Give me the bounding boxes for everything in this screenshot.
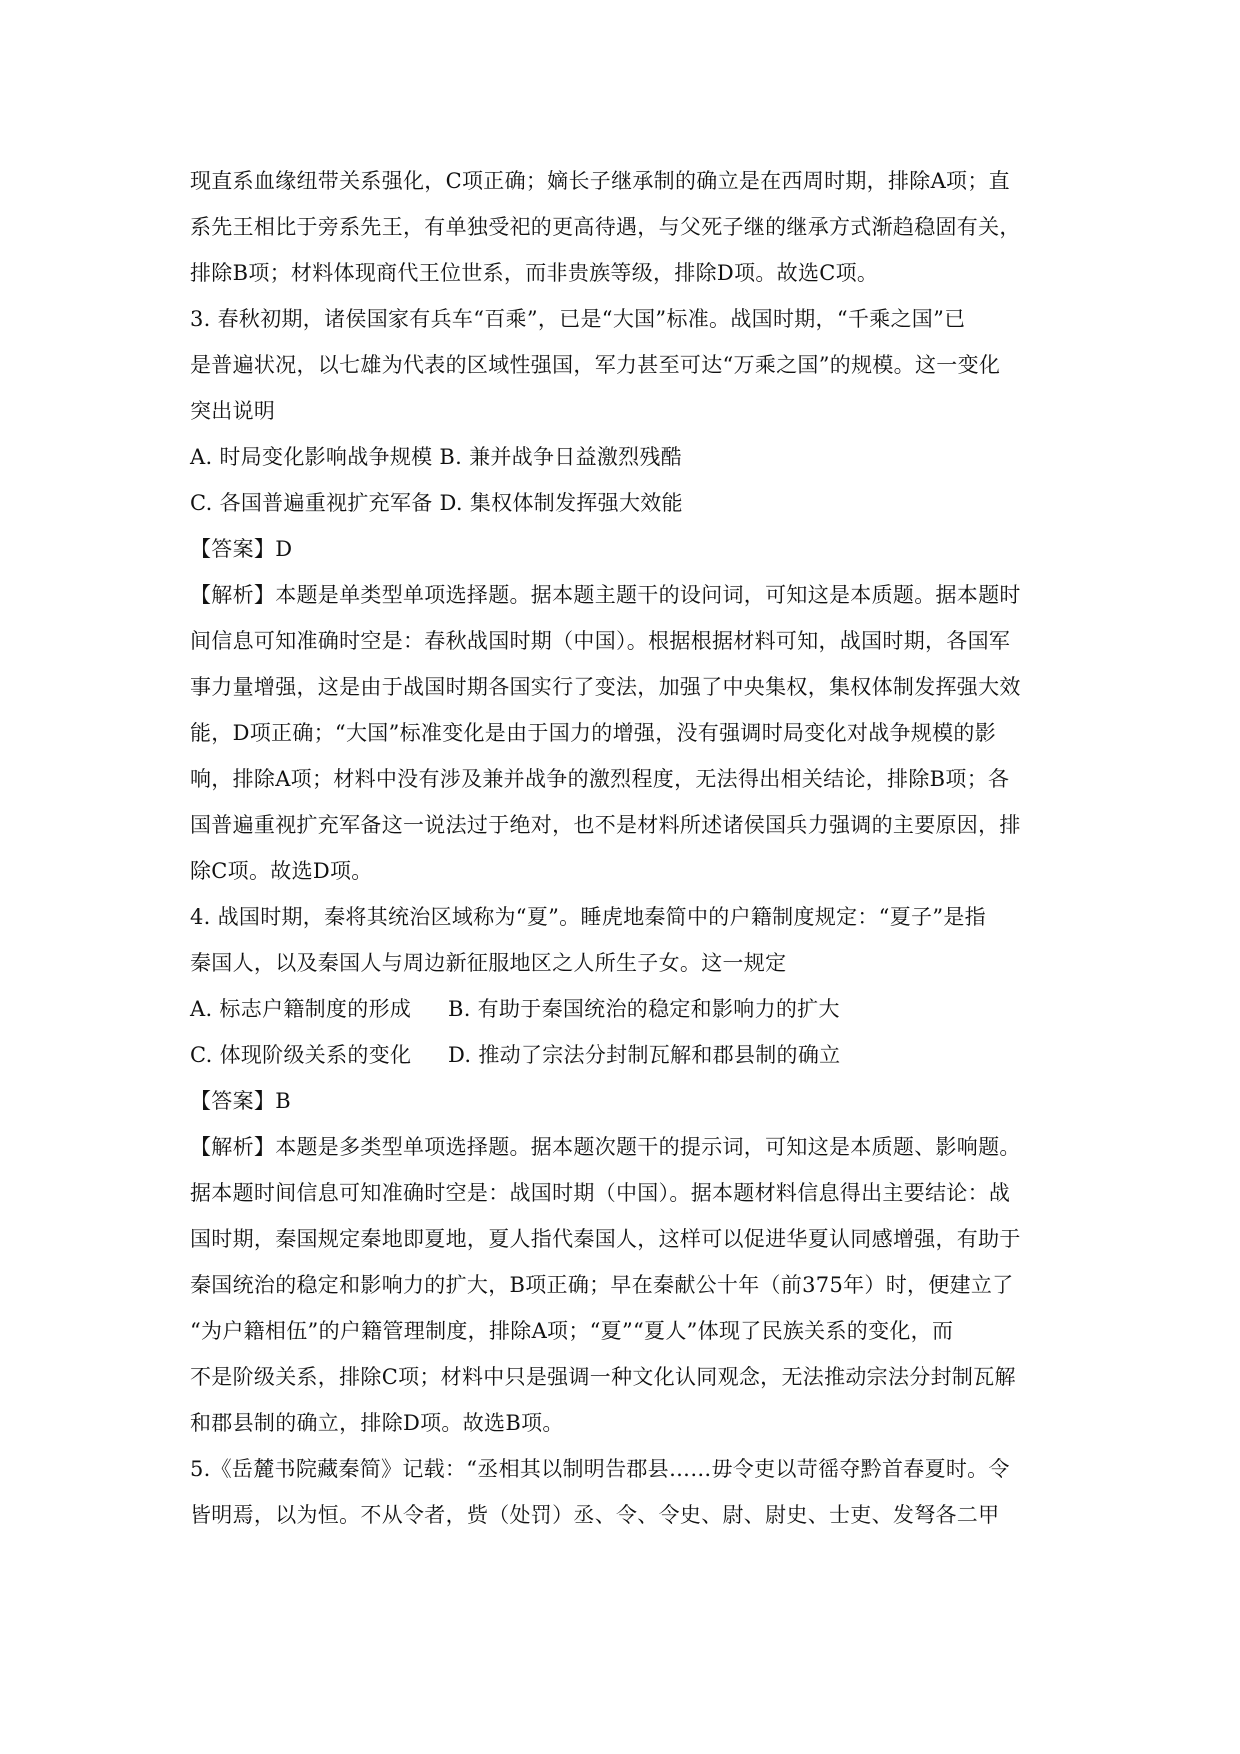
option-b: B. 有助于秦国统治的稳定和影响力的扩大: [448, 997, 840, 1021]
question-4-options-row: [190, 1032, 1050, 1078]
option-a: A. 标志户籍制度的形成: [190, 997, 412, 1021]
text-line: 排除B项；材料体现商代王位世系，而非贵族等级，排除D项。故选C项。: [190, 261, 879, 285]
text-line: 现直系血缘纽带关系强化，C项正确；嫡长子继承制的确立是在西周时期，排除A项；直: [190, 169, 1010, 193]
question-3-options: A. 时局变化影响战争规模 B. 兼并战争日益激烈残酷: [190, 445, 683, 469]
analysis-text: 国时期，秦国规定秦地即夏地，夏人指代秦国人，这样可以促进华夏认同感增强，有助于: [190, 1227, 1021, 1251]
analysis-text: 响，排除A项；材料中没有涉及兼并战争的激烈程度，无法得出相关结论，排除B项；各: [190, 767, 1010, 791]
question-4-stem: 秦国人，以及秦国人与周边新征服地区之人所生子女。这一规定: [190, 951, 787, 975]
question-3-stem: 突出说明: [190, 399, 276, 423]
analysis-text: 【解析】本题是单类型单项选择题。据本题主题干的设问词，可知这是本质题。据本题时: [190, 583, 1021, 607]
question-5-stem: 皆明焉，以为恒。不从令者，赀（处罚）丞、令、令史、尉、尉史、士吏、发弩各二甲: [190, 1503, 1000, 1527]
text-line: 系先王相比于旁系先王，有单独受祀的更高待遇，与父死子继的继承方式渐趋稳固有关，: [190, 215, 1021, 239]
question-3-stem: 3. 春秋初期，诸侯国家有兵车“百乘”，已是“大国”标准。战国时期，“千乘之国”已: [190, 307, 966, 331]
analysis-text: “为户籍相伍”的户籍管理制度，排除A项；“夏”“夏人”体现了民族关系的变化，而: [190, 1319, 954, 1343]
analysis-text: 间信息可知准确时空是：春秋战国时期（中国）。根据根据材料可知，战国时期，各国军: [190, 629, 1011, 653]
question-5-stem: 5.《岳麓书院藏秦简》记载：“丞相其以制明告郡县……毋令吏以苛徭夺黔首春夏时。令: [190, 1457, 1010, 1481]
analysis-text: 据本题时间信息可知准确时空是：战国时期（中国）。据本题材料信息得出主要结论：战: [190, 1181, 1011, 1205]
question-4-options-row: [190, 986, 1050, 1032]
analysis-text: 秦国统治的稳定和影响力的扩大，B项正确；早在秦献公十年（前375年）时，便建立了: [190, 1273, 1014, 1297]
question-4-stem: 4. 战国时期，秦将其统治区域称为“夏”。睡虎地秦简中的户籍制度规定：“夏子”是指: [190, 905, 986, 929]
analysis-text: 国普遍重视扩充军备这一说法过于绝对，也不是材料所述诸侯国兵力强调的主要原因，排: [190, 813, 1021, 837]
analysis-text: 能，D项正确；“大国”标准变化是由于国力的增强，没有强调时局变化对战争规模的影: [190, 721, 997, 745]
option-d: D. 推动了宗法分封制瓦解和郡县制的确立: [448, 1043, 841, 1067]
analysis-text: 不是阶级关系，排除C项；材料中只是强调一种文化认同观念，无法推动宗法分封制瓦解: [190, 1365, 1016, 1389]
option-c: C. 体现阶级关系的变化: [190, 1043, 412, 1067]
analysis-text: 除C项。故选D项。: [190, 859, 373, 883]
analysis-text: 和郡县制的确立，排除D项。故选B项。: [190, 1411, 564, 1435]
answer-label: 【答案】B: [190, 1089, 291, 1113]
question-3-stem: 是普遍状况，以七雄为代表的区域性强国，军力甚至可达“万乘之国”的规模。这一变化: [190, 353, 1001, 377]
document-body: [190, 158, 1050, 1538]
question-3-options: C. 各国普遍重视扩充军备 D. 集权体制发挥强大效能: [190, 491, 683, 515]
analysis-text: 【解析】本题是多类型单项选择题。据本题次题干的提示词，可知这是本质题、影响题。: [190, 1135, 1021, 1159]
analysis-text: 事力量增强，这是由于战国时期各国实行了变法，加强了中央集权，集权体制发挥强大效: [190, 675, 1021, 699]
answer-label: 【答案】D: [190, 537, 293, 561]
